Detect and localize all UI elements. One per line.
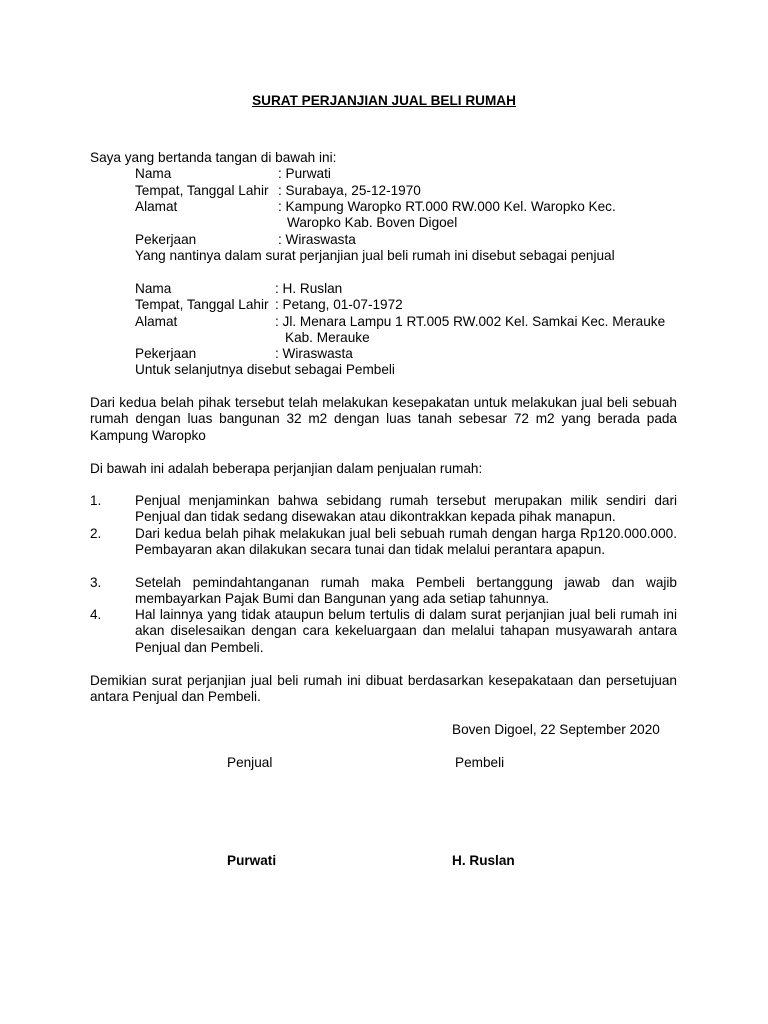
- seller-birth-label: Tempat, Tanggal Lahir: [135, 183, 269, 198]
- intro-text: Saya yang bertanda tangan di bawah ini:: [90, 150, 337, 165]
- agreement-paragraph: Dari kedua belah pihak tersebut telah melakukan kesepakatan untuk melakukan jual beli sebuah rumah dengan luas bangunan 32 m2 dengan luas tanah sebesar 72 m2 yang berada pada Kampung Waropko: [90, 395, 677, 443]
- seller-job-label: Pekerjaan: [135, 232, 197, 247]
- seller-name-row: [135, 166, 331, 182]
- closing-paragraph: Demikian surat perjanjian jual beli rumah ini dibuat berdasarkan kesepakataan dan persetujuan antara Penjual dan Pembeli.: [90, 673, 677, 705]
- buyer-address-value-1: : Jl. Menara Lampu 1 RT.005 RW.002 Kel. Samkai Kec. Merauke: [275, 314, 666, 329]
- seller-role-text: Yang nantinya dalam surat perjanjian jual beli rumah ini disebut sebagai penjual: [135, 248, 615, 263]
- buyer-birth-value: : Petang, 01-07-1972: [275, 297, 403, 312]
- seller-birth-row: [135, 183, 421, 199]
- buyer-address-row: [135, 314, 665, 330]
- seller-name-value: : Purwati: [278, 166, 331, 181]
- buyer-birth-row: [135, 297, 403, 313]
- seller-name-label: Nama: [135, 166, 172, 181]
- buyer-signature-name: H. Ruslan: [452, 853, 515, 868]
- term-number: 3.: [90, 575, 102, 590]
- buyer-address-value-2: Kab. Merauke: [285, 330, 370, 345]
- buyer-role-text: Untuk selanjutnya disebut sebagai Pembeli: [135, 362, 395, 377]
- buyer-name-label: Nama: [135, 281, 172, 296]
- term-number: 2.: [90, 526, 102, 541]
- term-number: 4.: [90, 607, 102, 622]
- seller-signature-name: Purwati: [227, 853, 277, 868]
- seller-address-row: [135, 199, 616, 215]
- term-text: Penjual menjaminkan bahwa sebidang rumah tersebut merupakan milik sendiri dari Penjual dan tidak sedang disewakan atau dikontrakkan kepada pihak manapun.: [135, 493, 677, 525]
- place-date: Boven Digoel, 22 September 2020: [452, 722, 660, 737]
- seller-job-value: : Wiraswasta: [278, 232, 356, 247]
- buyer-birth-label: Tempat, Tanggal Lahir: [135, 297, 269, 312]
- buyer-name-row: [135, 281, 342, 297]
- buyer-address-label: Alamat: [135, 314, 178, 329]
- seller-role-label: Penjual: [227, 755, 273, 770]
- seller-job-row: [135, 232, 356, 248]
- seller-address-value-2: Waropko Kab. Boven Digoel: [287, 215, 458, 230]
- seller-address-value-1: : Kampung Waropko RT.000 RW.000 Kel. Waropko Kec.: [278, 199, 616, 214]
- term-text: Hal lainnya yang tidak ataupun belum tertulis di dalam surat perjanjian jual beli rumah ini akan diselesaikan dengan cara kekeluargaan dan melalui tahapan musyawarah antara Penjual dan Pembeli.: [135, 607, 677, 655]
- buyer-job-row: [135, 346, 353, 362]
- term-text: Dari kedua belah pihak melakukan jual beli sebuah rumah dengan harga Rp120.000.000. Pembayaran akan dilakukan secara tunai dan tidak melalui perantara apapun.: [135, 526, 677, 558]
- seller-address-label: Alamat: [135, 199, 178, 214]
- term-number: 1.: [90, 493, 102, 508]
- document-title: SURAT PERJANJIAN JUAL BELI RUMAH: [252, 93, 516, 108]
- buyer-name-value: : H. Ruslan: [275, 281, 343, 296]
- buyer-job-label: Pekerjaan: [135, 346, 197, 361]
- buyer-job-value: : Wiraswasta: [275, 346, 353, 361]
- term-text: Setelah pemindahtanganan rumah maka Pembeli bertanggung jawab dan wajib membayarkan Pajak Bumi dan Bangunan yang ada setiap tahunnya.: [135, 575, 677, 607]
- buyer-role-label: Pembeli: [455, 755, 505, 770]
- seller-birth-value: : Surabaya, 25-12-1970: [278, 183, 421, 198]
- terms-intro: Di bawah ini adalah beberapa perjanjian dalam penjualan rumah:: [90, 461, 483, 476]
